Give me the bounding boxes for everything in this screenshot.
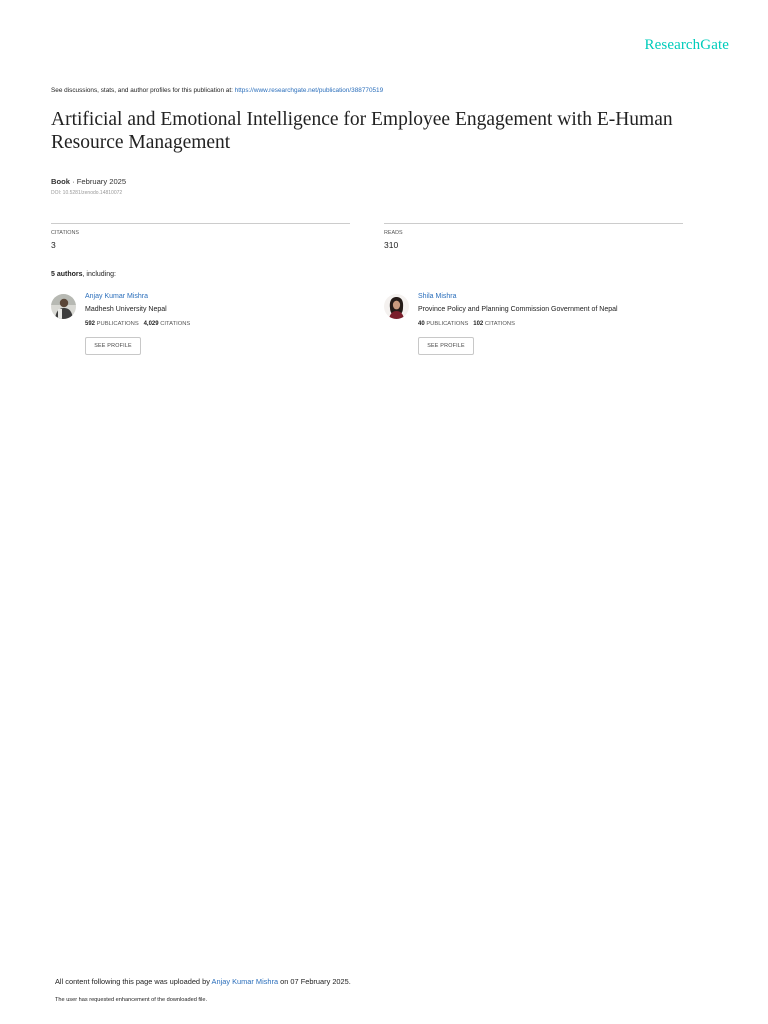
author-name-link[interactable]: Shila Mishra (418, 293, 457, 300)
reads-label: READS (384, 230, 403, 236)
authors-count: 5 authors (51, 271, 83, 278)
intro-text: See discussions, stats, and author profiles for this publication at: (51, 87, 235, 94)
author-citations-label: CITATIONS (484, 321, 515, 327)
uploader-link[interactable]: Anjay Kumar Mishra (211, 977, 279, 986)
enhancement-note: The user has requested enhancement of the downloaded file. (55, 997, 208, 1003)
author-stats (418, 321, 515, 327)
see-profile-button[interactable]: SEE PROFILE (418, 337, 474, 355)
author-publications-label: PUBLICATIONS (426, 321, 469, 327)
upload-notice-suffix: on 07 February 2025. (278, 977, 351, 986)
author-citations-count: 102 (473, 321, 484, 327)
author-institution: Province Policy and Planning Commission Government of Nepal (418, 306, 618, 313)
author-photo-icon (51, 294, 76, 319)
intro-line (51, 87, 383, 94)
citations-label: CITATIONS (51, 230, 79, 236)
publication-type-line (51, 177, 126, 186)
publication-date: · February 2025 (69, 177, 127, 186)
author-avatar[interactable] (51, 294, 76, 319)
reads-divider (384, 223, 683, 224)
author-institution: Madhesh University Nepal (85, 306, 167, 313)
author-citations-label: CITATIONS (160, 321, 191, 327)
publication-type: Book (51, 177, 70, 186)
publication-doi: DOI: 10.5281/zenodo.14810072 (51, 190, 123, 196)
citations-value: 3 (51, 240, 56, 250)
see-profile-button[interactable]: SEE PROFILE (85, 337, 141, 355)
researchgate-logo[interactable]: ResearchGate (644, 37, 729, 53)
upload-notice-prefix: All content following this page was uploaded by (55, 977, 212, 986)
author-publications-count: 40 (418, 321, 425, 327)
author-citations-count: 4,029 (143, 321, 159, 327)
author-avatar[interactable] (384, 294, 409, 319)
authors-suffix: , including: (82, 271, 116, 278)
author-stats (85, 321, 190, 327)
publication-link[interactable]: https://www.researchgate.net/publication/388770519 (234, 87, 384, 94)
publication-title: Artificial and Emotional Intelligence for Employee Engagement with E-Human Resource Management (51, 109, 673, 153)
author-name-link[interactable]: Anjay Kumar Mishra (85, 293, 149, 300)
author-publications-label: PUBLICATIONS (96, 321, 139, 327)
author-photo-icon (384, 294, 409, 319)
upload-notice (55, 977, 351, 986)
author-publications-count: 592 (85, 321, 96, 327)
authors-heading (51, 271, 116, 278)
reads-value: 310 (384, 240, 399, 250)
citations-divider (51, 223, 350, 224)
